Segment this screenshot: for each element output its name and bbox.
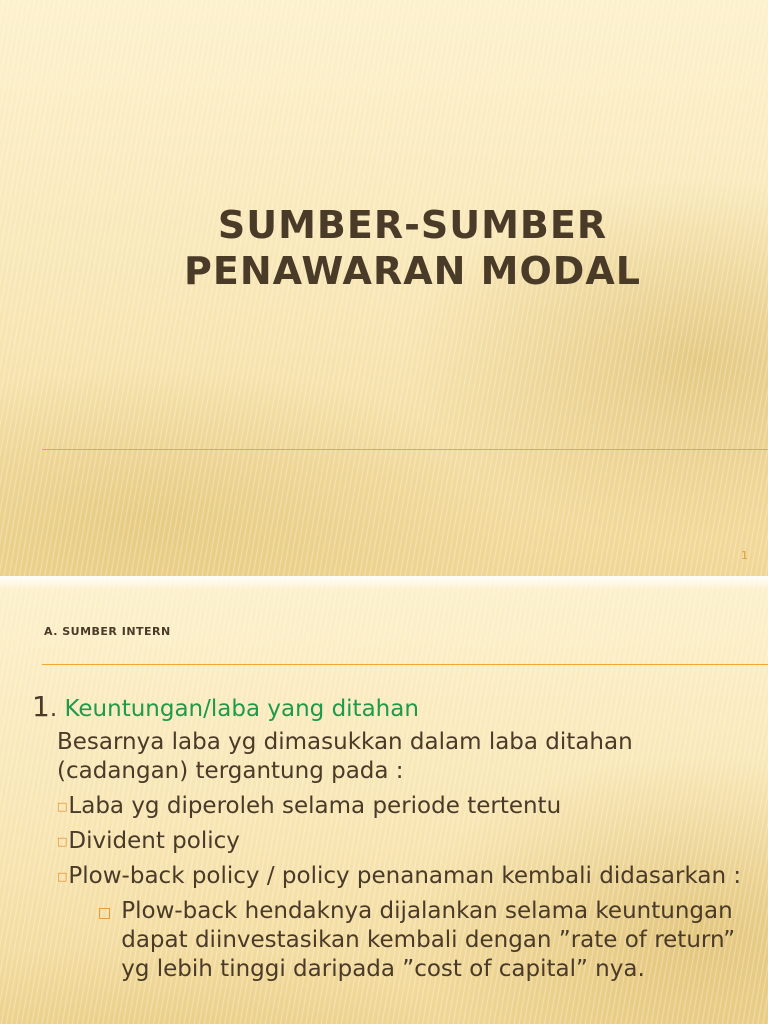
bullet-marker-icon: □ [98,905,112,921]
item-separator: . [49,696,58,722]
divider-line [42,664,768,665]
bullet-marker-icon: □ [57,800,68,813]
bullet-item [57,827,752,856]
slide-title [60,202,765,294]
item-number: 1 [32,690,50,723]
sub-bullet-item [98,897,752,984]
title-line-1: SUMBER-SUMBER [217,203,608,247]
title-line-2: PENAWARAN MODAL [184,249,641,293]
numbered-item [32,692,752,724]
bullet-marker-icon: □ [57,835,68,848]
divider-line [42,449,768,450]
section-heading: A. SUMBER INTERN [44,625,171,638]
item-title: Keuntungan/laba yang ditahan [64,696,419,722]
sub-bullet-text: Plow-back hendaknya dijalankan selama keuntungan dapat diinvestasikan kembali dengan ”rate of return” yg lebih tinggi daripada ”cost of capital” nya. [121,898,736,982]
paragraph: Besarnya laba yg dimasukkan dalam laba ditahan (cadangan) tergantung pada : [57,729,633,784]
slide-2 [0,576,768,1024]
bullet-marker-icon: □ [57,870,68,883]
bullet-text: Plow-back policy / policy penanaman kembali didasarkan : [68,863,742,889]
bullet-item [57,792,752,821]
bullet-item [57,862,752,891]
bullet-text: Laba yg diperoleh selama periode tertentu [68,793,562,819]
bullet-text: Divident policy [68,828,240,854]
page-number: 1 [741,549,748,562]
slide-content [32,692,752,984]
